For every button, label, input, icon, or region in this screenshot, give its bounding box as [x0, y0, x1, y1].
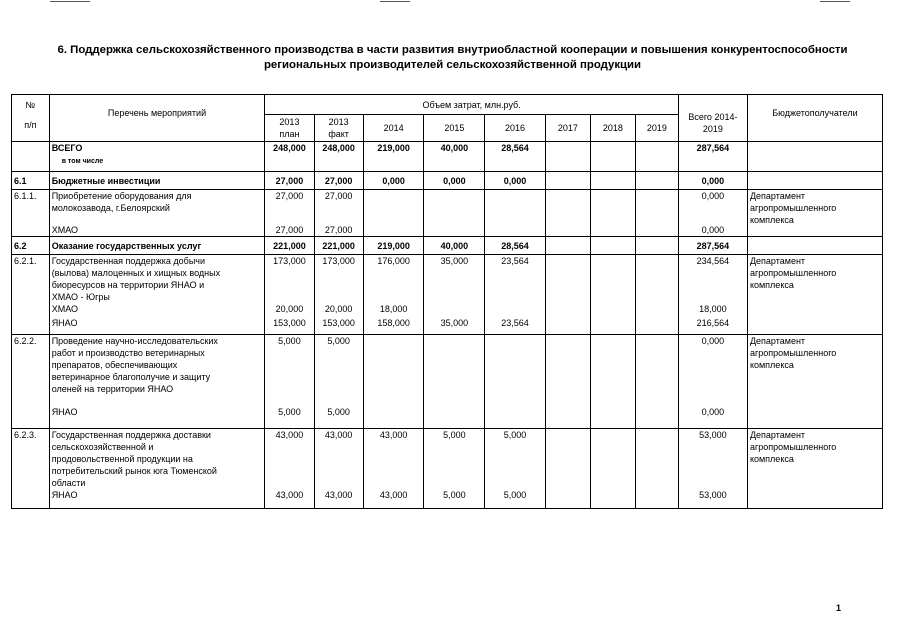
value-main: 43,000: [324, 430, 353, 440]
table-row-6-2-1: [12, 255, 883, 335]
cell-recipient: [747, 335, 882, 429]
cell-2016: 0,000: [485, 172, 546, 190]
cell-name: [49, 255, 265, 335]
value-main: 35,000: [440, 256, 469, 266]
row-total-subtitle: в том числе: [61, 158, 104, 165]
value-main: 23,564: [501, 256, 529, 266]
value-main: 5,000: [443, 430, 466, 440]
cell-2019: [635, 237, 678, 255]
table-row-6-2-3: [12, 429, 883, 509]
value-yanao: 5,000: [503, 490, 527, 500]
cell-2017: [545, 142, 590, 172]
row-name-line: Приобретение оборудования для: [51, 191, 192, 201]
cell-2013-plan: [265, 255, 314, 335]
table-row-6-1-1: [12, 190, 883, 237]
cell-recipient: [747, 429, 882, 509]
cell-2018: [590, 190, 635, 237]
cell-num: [12, 142, 50, 172]
cell-2013-plan: [265, 335, 314, 429]
value-main: 176,000: [377, 256, 410, 266]
recipient-line: агропромышленного комплекса: [749, 348, 837, 370]
cell-total: 287,564: [678, 142, 747, 172]
cell-2019: [635, 190, 678, 237]
recipient-line: Департамент: [749, 191, 806, 201]
cell-name: Оказание государственных услуг: [49, 237, 265, 255]
cell-recipient: [747, 190, 882, 237]
cell-total: [678, 190, 747, 237]
header-activities: Перечень мероприятий: [49, 95, 265, 142]
header-2018: 2018: [590, 115, 635, 142]
row-name-line: ветеринарное благополучие и защиту: [51, 372, 211, 382]
header-2015: 2015: [424, 115, 485, 142]
cell-2013-fact: [314, 255, 363, 335]
row-name-line: ХМАО - Югры: [51, 292, 110, 302]
cell-2015: [424, 190, 485, 237]
value-yanao: 23,564: [501, 318, 529, 328]
cell-num: 6.2.2.: [12, 335, 50, 429]
header-2014: 2014: [363, 115, 424, 142]
value-hmao: 20,000: [324, 304, 353, 314]
cell-recipient: [747, 172, 882, 190]
recipient-line: Департамент: [749, 336, 806, 346]
cell-2013-plan: 27,000: [265, 172, 314, 190]
value-hmao: 0,000: [701, 225, 725, 235]
cell-2016: [485, 335, 546, 429]
cell-2017: [545, 190, 590, 237]
header-total: [678, 95, 747, 142]
cell-recipient: [747, 142, 882, 172]
value-yanao: 5,000: [443, 490, 466, 500]
row-name-line: продовольственной продукции на: [51, 454, 193, 464]
cell-2017: [545, 172, 590, 190]
cell-2015: 40,000: [424, 142, 485, 172]
region-label-yanao: ЯНАО: [51, 318, 78, 328]
cell-2014: 0,000: [363, 172, 424, 190]
title-line-1: 6. Поддержка сельскохозяйственного производства в части развития внутриобластной кооперации и повышения конкурентоспособности: [57, 44, 848, 56]
region-label-hmao: ХМАО: [51, 304, 78, 314]
cell-2018: [590, 255, 635, 335]
cell-2013-plan: [265, 190, 314, 237]
table-row-6-2-2: [12, 335, 883, 429]
cell-2013-plan: [265, 429, 314, 509]
scan-edge-mark: [380, 1, 410, 2]
row-name-line: Государственная поддержка добычи: [51, 256, 206, 266]
header-2013-plan-year: 2013: [279, 117, 300, 127]
cell-total: [678, 335, 747, 429]
value-yanao: 43,000: [324, 490, 353, 500]
header-2013-fact-year: 2013: [328, 117, 349, 127]
cell-total: 287,564: [678, 237, 747, 255]
table-row-total: [12, 142, 883, 172]
cell-2019: [635, 172, 678, 190]
cell-total: [678, 429, 747, 509]
recipient-line: Департамент: [749, 256, 806, 266]
value-yanao: 153,000: [273, 318, 306, 328]
value-yanao: 0,000: [701, 407, 725, 417]
header-2019: 2019: [635, 115, 678, 142]
title-line-2: региональных производителей сельскохозяйственной продукции: [263, 59, 642, 71]
region-label-hmao: ХМАО: [51, 225, 78, 235]
value-main: 43,000: [275, 430, 304, 440]
cell-num: 6.2.1.: [12, 255, 50, 335]
cell-name: [49, 190, 265, 237]
cell-2015: [424, 255, 485, 335]
cell-2019: [635, 142, 678, 172]
table-row-6-1: [12, 172, 883, 190]
budget-table: [11, 94, 883, 509]
row-name-line: биоресурсов на территории ЯНАО и: [51, 280, 205, 290]
cell-2018: [590, 142, 635, 172]
cell-2018: [590, 172, 635, 190]
header-costs: Объем затрат, млн.руб.: [265, 95, 679, 115]
cell-num: 6.1.1.: [12, 190, 50, 237]
value-yanao: 5,000: [327, 407, 350, 417]
value-main: 173,000: [322, 256, 355, 266]
header-recipients: Бюджетополучатели: [747, 95, 882, 142]
table-row-6-2: [12, 237, 883, 255]
cell-num: 6.1: [12, 172, 50, 190]
value-yanao: 43,000: [275, 490, 304, 500]
recipient-line: агропромышленного комплекса: [749, 442, 837, 464]
scan-edge-mark: [820, 1, 850, 2]
value-main: 234,564: [696, 256, 730, 266]
document-title: [20, 43, 885, 73]
cell-2014: [363, 429, 424, 509]
value-main: 173,000: [273, 256, 306, 266]
cell-2015: 0,000: [424, 172, 485, 190]
header-2013-plan-sub: план: [279, 129, 300, 139]
value-main: 27,000: [275, 191, 304, 201]
cell-2014: 219,000: [363, 237, 424, 255]
value-hmao: 18,000: [699, 304, 727, 314]
value-yanao: 53,000: [699, 490, 727, 500]
row-name-line: области: [51, 478, 86, 488]
cell-num: 6.2.3.: [12, 429, 50, 509]
recipient-line: агропромышленного комплекса: [749, 268, 837, 290]
recipient-line: агропромышленного комплекса: [749, 203, 837, 225]
header-total-line-1: Всего 2014-: [688, 112, 738, 122]
cell-2014: [363, 255, 424, 335]
cell-2016: [485, 255, 546, 335]
cell-2016: 28,564: [485, 237, 546, 255]
value-main: 0,000: [701, 191, 725, 201]
value-main: 27,000: [324, 191, 353, 201]
header-2013-fact-sub: факт: [328, 129, 349, 139]
row-name-line: сельскохозяйственной и: [51, 442, 154, 452]
cell-2013-plan: 248,000: [265, 142, 314, 172]
cell-2015: 40,000: [424, 237, 485, 255]
cell-2014: 219,000: [363, 142, 424, 172]
row-name-line: потребительский рынок юга Тюменской: [51, 466, 217, 476]
cell-2013-fact: 221,000: [314, 237, 363, 255]
region-label-yanao: ЯНАО: [51, 407, 78, 417]
header-total-line-2: 2019: [702, 124, 723, 134]
page-number: 1: [836, 603, 842, 613]
value-yanao: 216,564: [696, 318, 730, 328]
cell-2019: [635, 429, 678, 509]
cell-2017: [545, 255, 590, 335]
cell-recipient: [747, 237, 882, 255]
cell-2014: [363, 190, 424, 237]
value-yanao: 158,000: [377, 318, 410, 328]
cell-2017: [545, 335, 590, 429]
cell-name: Бюджетные инвестиции: [49, 172, 265, 190]
cell-2016: [485, 429, 546, 509]
value-yanao: 5,000: [278, 407, 301, 417]
cell-2019: [635, 255, 678, 335]
cell-name: [49, 335, 265, 429]
row-name-line: препаратов, обеспечивающих: [51, 360, 178, 370]
header-2017: 2017: [545, 115, 590, 142]
value-main: 53,000: [699, 430, 727, 440]
value-yanao: 35,000: [440, 318, 469, 328]
value-yanao: 153,000: [322, 318, 355, 328]
cell-total: 0,000: [678, 172, 747, 190]
value-main: 5,000: [327, 336, 350, 346]
cell-name: [49, 429, 265, 509]
value-main: 0,000: [701, 336, 725, 346]
row-name-line: молокозавода, г.Белоярский: [51, 203, 170, 213]
cell-2017: [545, 429, 590, 509]
header-num-top: №: [25, 100, 36, 110]
cell-2016: 28,564: [485, 142, 546, 172]
header-2013-fact: [314, 115, 363, 142]
cell-recipient: [747, 255, 882, 335]
cell-2013-fact: [314, 429, 363, 509]
region-label-yanao: ЯНАО: [51, 490, 78, 500]
cell-2019: [635, 335, 678, 429]
header-num-bottom: п/п: [24, 120, 37, 130]
row-name-line: Проведение научно-исследовательских: [51, 336, 218, 346]
value-hmao: 27,000: [324, 225, 353, 235]
scan-edge-mark: [50, 1, 90, 2]
value-hmao: 18,000: [379, 304, 408, 314]
cell-2018: [590, 429, 635, 509]
row-name-line: (вылова) малоценных и хищных водных: [51, 268, 221, 278]
value-main: 43,000: [379, 430, 408, 440]
cell-num: 6.2: [12, 237, 50, 255]
cell-2016: [485, 190, 546, 237]
cell-2015: [424, 335, 485, 429]
cell-2013-plan: 221,000: [265, 237, 314, 255]
cell-2015: [424, 429, 485, 509]
value-hmao: 20,000: [275, 304, 304, 314]
cell-2013-fact: 248,000: [314, 142, 363, 172]
value-yanao: 43,000: [379, 490, 408, 500]
header-2013-plan: [265, 115, 314, 142]
row-name-line: работ и производство ветеринарных: [51, 348, 205, 358]
cell-name: [49, 142, 265, 172]
cell-2013-fact: [314, 335, 363, 429]
value-main: 5,000: [278, 336, 301, 346]
recipient-line: Департамент: [749, 430, 806, 440]
row-name-line: оленей на территории ЯНАО: [51, 384, 174, 394]
header-2016: 2016: [485, 115, 546, 142]
value-hmao: 27,000: [275, 225, 304, 235]
cell-2017: [545, 237, 590, 255]
value-main: 5,000: [503, 430, 527, 440]
cell-2013-fact: [314, 190, 363, 237]
row-name-line: Государственная поддержка доставки: [51, 430, 211, 440]
cell-total: [678, 255, 747, 335]
row-total-name: ВСЕГО: [51, 143, 83, 153]
header-num: [12, 95, 50, 142]
cell-2014: [363, 335, 424, 429]
cell-2013-fact: 27,000: [314, 172, 363, 190]
header-row: [12, 95, 883, 115]
cell-2018: [590, 237, 635, 255]
cell-2018: [590, 335, 635, 429]
